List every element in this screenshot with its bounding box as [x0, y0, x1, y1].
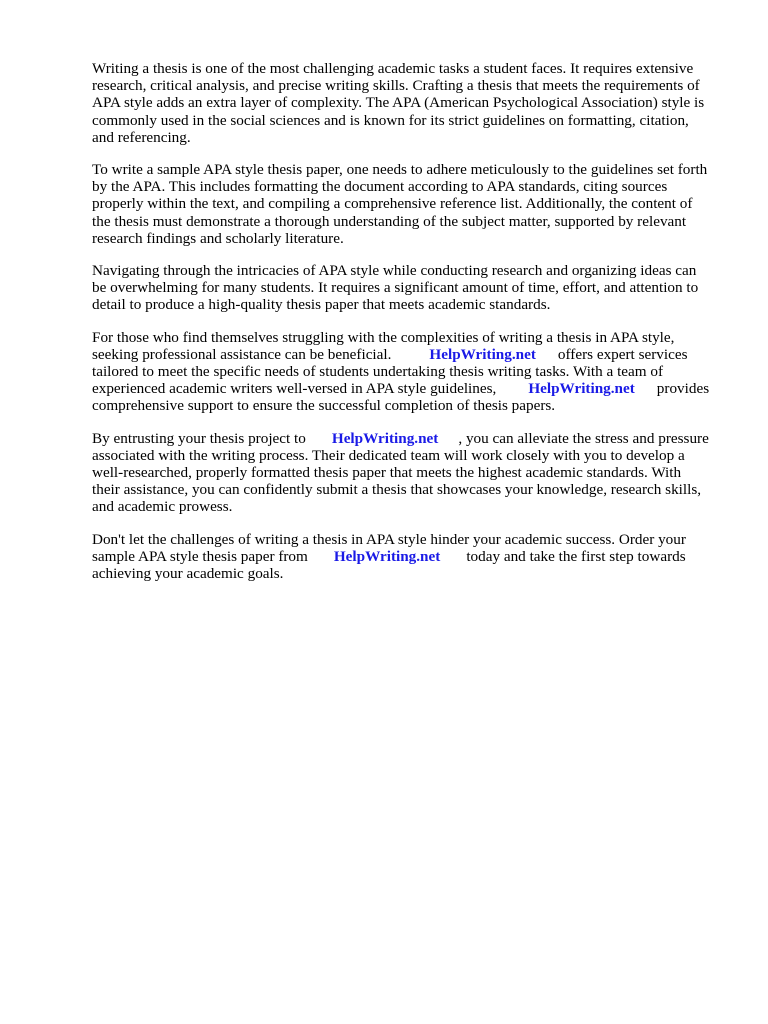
- document-body: [92, 60, 728, 597]
- helpwriting-link[interactable]: HelpWriting.net: [528, 380, 635, 398]
- paragraph-call-to-action: [92, 531, 728, 583]
- text-line: research, critical analysis, and precise writing skills. Crafting a thesis that meets the requirements of: [92, 77, 700, 95]
- text-line: and academic prowess.: [92, 498, 233, 516]
- text-segment: offers expert services: [557, 345, 688, 363]
- text-line: Writing a thesis is one of the most challenging academic tasks a student faces. It requires extensive: [92, 60, 694, 77]
- text-line: [92, 548, 728, 565]
- text-segment: today and take the first step towards: [466, 547, 686, 565]
- text-line: [92, 380, 728, 397]
- text-line: their assistance, you can confidently submit a thesis that showcases your knowledge, research skills,: [92, 481, 702, 499]
- text-line: [92, 430, 728, 447]
- text-line: and referencing.: [92, 128, 191, 146]
- text-line: well-researched, properly formatted thesis paper that meets the highest academic standards. With: [92, 464, 682, 482]
- text-line: comprehensive support to ensure the successful completion of thesis papers.: [92, 397, 556, 415]
- text-line: Don't let the challenges of writing a thesis in APA style hinder your academic success. Order your: [92, 530, 686, 548]
- text-segment: provides: [656, 380, 710, 398]
- helpwriting-link[interactable]: HelpWriting.net: [331, 429, 439, 447]
- text-segment: , you can alleviate the stress and pressure: [458, 429, 709, 447]
- paragraph-entrusting: [92, 430, 728, 516]
- paragraph-intro: [92, 60, 728, 146]
- text-line: the thesis must demonstrate a thorough understanding of the subject matter, supported by relevant: [92, 212, 687, 230]
- text-line: detail to produce a high-quality thesis paper that meets academic standards.: [92, 296, 551, 314]
- paragraph-challenges: [92, 262, 728, 314]
- text-segment: sample APA style thesis paper from: [92, 547, 308, 565]
- text-line: tailored to meet the specific needs of students undertaking thesis writing tasks. With a team of: [92, 363, 664, 381]
- text-line: For those who find themselves struggling with the complexities of writing a thesis in APA style,: [92, 328, 675, 346]
- text-line: properly within the text, and compiling a comprehensive reference list. Additionally, the content of: [92, 195, 693, 213]
- text-line: APA style adds an extra layer of complexity. The APA (American Psychological Association) style is: [92, 94, 705, 112]
- text-line: [92, 346, 728, 363]
- paragraph-assistance: [92, 329, 728, 415]
- text-line: research findings and scholarly literature.: [92, 229, 344, 247]
- text-line: by the APA. This includes formatting the document according to APA standards, citing sources: [92, 178, 668, 196]
- text-line: commonly used in the social sciences and is known for its strict guidelines on formatting, citation,: [92, 111, 689, 129]
- helpwriting-link[interactable]: HelpWriting.net: [333, 547, 441, 565]
- text-line: Navigating through the intricacies of APA style while conducting research and organizing ideas can: [92, 262, 697, 280]
- text-line: associated with the writing process. Their dedicated team will work closely with you to develop a: [92, 446, 685, 464]
- text-segment: By entrusting your thesis project to: [92, 429, 306, 447]
- paragraph-requirements: [92, 161, 728, 247]
- text-line: be overwhelming for many students. It requires a significant amount of time, effort, and attention to: [92, 279, 699, 297]
- text-line: To write a sample APA style thesis paper, one needs to adhere meticulously to the guidelines set forth: [92, 161, 708, 179]
- text-line: achieving your academic goals.: [92, 565, 284, 583]
- helpwriting-link[interactable]: HelpWriting.net: [429, 345, 536, 363]
- text-segment: experienced academic writers well-versed in APA style guidelines,: [92, 380, 497, 398]
- text-segment: seeking professional assistance can be beneficial.: [92, 345, 392, 363]
